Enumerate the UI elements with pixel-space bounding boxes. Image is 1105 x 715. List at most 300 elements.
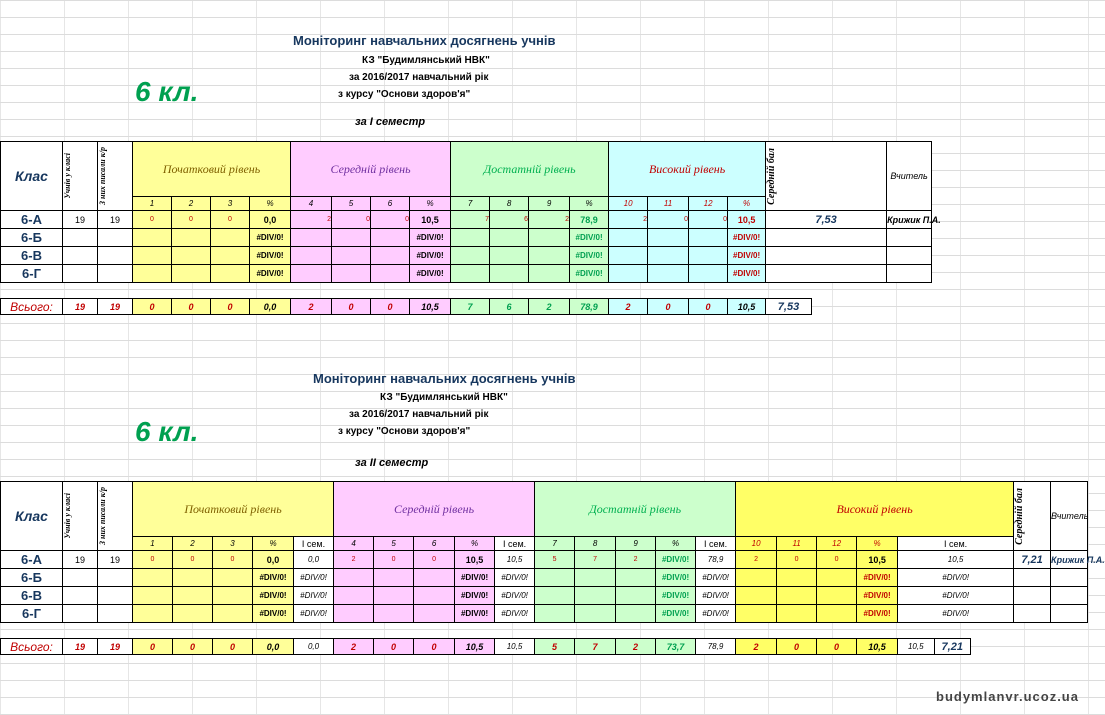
total-label: Всього: bbox=[1, 299, 63, 315]
cell bbox=[529, 265, 570, 283]
class-name: 6-Б bbox=[1, 569, 63, 587]
total-cell: 0 bbox=[374, 639, 414, 655]
isem-col-1: І сем. bbox=[495, 537, 535, 551]
cell: 0 bbox=[332, 211, 371, 229]
cell bbox=[689, 265, 728, 283]
pupils-header bbox=[63, 482, 98, 551]
wrote-count: 19 bbox=[98, 211, 133, 229]
level-header-2: Достатній рівень bbox=[451, 142, 609, 197]
cell: 0 bbox=[374, 551, 414, 569]
pct-col-2: % bbox=[570, 197, 609, 211]
cell bbox=[173, 605, 213, 623]
grade-col-10: 10 bbox=[609, 197, 648, 211]
cell: 0 bbox=[133, 551, 173, 569]
cell: #DIV/0! bbox=[728, 229, 766, 247]
total-cell: 2 bbox=[609, 299, 648, 315]
grade-col-12: 12 bbox=[689, 197, 728, 211]
semester-2-total bbox=[0, 638, 971, 655]
cell: 7 bbox=[575, 551, 616, 569]
total-avg: 7,53 bbox=[766, 299, 812, 315]
cell bbox=[133, 247, 172, 265]
cell: 0 bbox=[777, 551, 817, 569]
cell: 0 bbox=[172, 211, 211, 229]
cell bbox=[211, 247, 250, 265]
grade-col-4: 4 bbox=[291, 197, 332, 211]
total-cell: 0 bbox=[211, 299, 250, 315]
cell: 10,5 bbox=[495, 551, 535, 569]
total-cell: 0 bbox=[777, 639, 817, 655]
pupils-count bbox=[63, 229, 98, 247]
semester-2-table bbox=[0, 481, 1105, 623]
cell bbox=[451, 265, 490, 283]
cell: #DIV/0! bbox=[570, 247, 609, 265]
cell: 0,0 bbox=[250, 211, 291, 229]
cell bbox=[736, 587, 777, 605]
total-cell: 6 bbox=[490, 299, 529, 315]
teacher-name bbox=[1051, 605, 1088, 623]
cell bbox=[609, 229, 648, 247]
class-name: 6-В bbox=[1, 587, 63, 605]
pupils-count: 19 bbox=[63, 551, 98, 569]
grade-col-4: 4 bbox=[334, 537, 374, 551]
cell bbox=[213, 587, 253, 605]
cell bbox=[575, 569, 616, 587]
cell: #DIV/0! bbox=[898, 605, 1014, 623]
isem-col-3: І сем. bbox=[898, 537, 1014, 551]
cell bbox=[575, 605, 616, 623]
cell bbox=[490, 247, 529, 265]
cell bbox=[817, 587, 857, 605]
cell: #DIV/0! bbox=[857, 587, 898, 605]
cell: #DIV/0! bbox=[495, 587, 535, 605]
teacher-header: Вчитель bbox=[887, 142, 932, 211]
cell: 0 bbox=[689, 211, 728, 229]
cell: #DIV/0! bbox=[570, 229, 609, 247]
total-cell: 0 bbox=[133, 299, 172, 315]
cell bbox=[133, 569, 173, 587]
teacher-header: Вчитель bbox=[1051, 482, 1088, 551]
total-cell: 10,5 bbox=[410, 299, 451, 315]
level-header-2: Достатній рівень bbox=[535, 482, 736, 537]
wrote-label: З них писали к/р bbox=[98, 146, 107, 206]
avg-value: 7,53 bbox=[766, 211, 887, 229]
grade-col-8: 8 bbox=[575, 537, 616, 551]
wrote-count bbox=[98, 569, 133, 587]
cell: #DIV/0! bbox=[696, 605, 736, 623]
teacher-name: Крижик П.А. bbox=[1051, 551, 1088, 569]
cell bbox=[777, 569, 817, 587]
wrote-header bbox=[98, 482, 133, 551]
cell: #DIV/0! bbox=[410, 265, 451, 283]
pct-col-2: % bbox=[656, 537, 696, 551]
cell: 7 bbox=[451, 211, 490, 229]
grade-col-6: 6 bbox=[414, 537, 455, 551]
cell bbox=[291, 265, 332, 283]
course-1: з курсу "Основи здоров'я" bbox=[338, 89, 471, 100]
avg-label: Середній бал bbox=[1014, 487, 1026, 545]
cell: #DIV/0! bbox=[253, 605, 294, 623]
class-name: 6-Б bbox=[1, 229, 63, 247]
cell bbox=[648, 265, 689, 283]
klas-header: Клас bbox=[1, 142, 63, 211]
cell: 78,9 bbox=[696, 551, 736, 569]
grade-col-11: 11 bbox=[648, 197, 689, 211]
cell: #DIV/0! bbox=[253, 587, 294, 605]
cell: #DIV/0! bbox=[294, 569, 334, 587]
total-cell: 5 bbox=[535, 639, 575, 655]
total-cell: 2 bbox=[616, 639, 656, 655]
cell: #DIV/0! bbox=[495, 569, 535, 587]
grade-1: 6 кл. bbox=[135, 76, 199, 107]
cell bbox=[817, 605, 857, 623]
cell bbox=[211, 265, 250, 283]
title-2: Моніторинг навчальних досягнень учнів bbox=[313, 371, 576, 386]
wrote-label: З них писали к/р bbox=[98, 486, 107, 546]
total-cell: 0,0 bbox=[253, 639, 294, 655]
total-cell: 0 bbox=[689, 299, 728, 315]
isem-col-0: І сем. bbox=[294, 537, 334, 551]
avg-value bbox=[1014, 569, 1051, 587]
cell bbox=[173, 569, 213, 587]
grade-col-1: 1 bbox=[133, 197, 172, 211]
cell: #DIV/0! bbox=[728, 265, 766, 283]
total-wrote: 19 bbox=[98, 299, 133, 315]
cell bbox=[689, 247, 728, 265]
cell bbox=[374, 605, 414, 623]
grade-col-6: 6 bbox=[371, 197, 410, 211]
klas-header: Клас bbox=[1, 482, 63, 551]
class-name: 6-Г bbox=[1, 265, 63, 283]
pct-col-1: % bbox=[455, 537, 495, 551]
pupils-count: 19 bbox=[63, 211, 98, 229]
class-name: 6-В bbox=[1, 247, 63, 265]
total-label: Всього: bbox=[1, 639, 63, 655]
cell bbox=[332, 265, 371, 283]
pupils-count bbox=[63, 265, 98, 283]
total-cell: 10,5 bbox=[495, 639, 535, 655]
level-header-3: Високий рівень bbox=[609, 142, 766, 197]
cell bbox=[414, 605, 455, 623]
cell: 78,9 bbox=[570, 211, 609, 229]
pct-col-0: % bbox=[250, 197, 291, 211]
semester-1-title: за І семестр bbox=[355, 116, 426, 128]
cell bbox=[133, 587, 173, 605]
total-wrote: 19 bbox=[98, 639, 133, 655]
avg-label: Середній бал bbox=[766, 147, 778, 205]
semester-1-table bbox=[0, 141, 941, 283]
cell: #DIV/0! bbox=[294, 605, 334, 623]
grade-col-9: 9 bbox=[529, 197, 570, 211]
cell: 2 bbox=[616, 551, 656, 569]
cell: 0,0 bbox=[253, 551, 294, 569]
cell bbox=[529, 247, 570, 265]
cell: #DIV/0! bbox=[656, 587, 696, 605]
grade-col-11: 11 bbox=[777, 537, 817, 551]
avg-value bbox=[1014, 605, 1051, 623]
teacher-name bbox=[887, 229, 932, 247]
grade-col-3: 3 bbox=[211, 197, 250, 211]
cell bbox=[172, 247, 211, 265]
cell: 2 bbox=[334, 551, 374, 569]
semester-1-total bbox=[0, 298, 812, 315]
semester-2-title: за ІІ семестр bbox=[355, 457, 429, 469]
cell: 0 bbox=[414, 551, 455, 569]
cell bbox=[291, 247, 332, 265]
wrote-count bbox=[98, 265, 133, 283]
cell: #DIV/0! bbox=[250, 229, 291, 247]
cell: 10,5 bbox=[898, 551, 1014, 569]
total-cell: 10,5 bbox=[857, 639, 898, 655]
cell bbox=[535, 605, 575, 623]
cell: #DIV/0! bbox=[898, 569, 1014, 587]
level-header-1: Середній рівень bbox=[291, 142, 451, 197]
cell bbox=[211, 229, 250, 247]
total-pupils: 19 bbox=[63, 299, 98, 315]
cell: 0,0 bbox=[294, 551, 334, 569]
pupils-label: Учнів у класі bbox=[63, 493, 72, 539]
level-header-3: Високий рівень bbox=[736, 482, 1014, 537]
pupils-count bbox=[63, 569, 98, 587]
year-2: за 2016/2017 навчальний рік bbox=[349, 409, 489, 420]
total-cell: 78,9 bbox=[696, 639, 736, 655]
wrote-count bbox=[98, 247, 133, 265]
total-cell: 0 bbox=[648, 299, 689, 315]
cell: #DIV/0! bbox=[495, 605, 535, 623]
avg-header bbox=[766, 142, 887, 211]
isem-col-2: І сем. bbox=[696, 537, 736, 551]
cell: #DIV/0! bbox=[656, 569, 696, 587]
cell bbox=[689, 229, 728, 247]
total-cell: 2 bbox=[529, 299, 570, 315]
cell bbox=[451, 229, 490, 247]
cell: #DIV/0! bbox=[410, 229, 451, 247]
cell bbox=[332, 247, 371, 265]
grade-col-1: 1 bbox=[133, 537, 173, 551]
grade-col-2: 2 bbox=[172, 197, 211, 211]
pct-col-0: % bbox=[253, 537, 294, 551]
total-cell: 7 bbox=[575, 639, 616, 655]
cell: 0 bbox=[173, 551, 213, 569]
cell: 0 bbox=[648, 211, 689, 229]
avg-value bbox=[766, 247, 887, 265]
pupils-count bbox=[63, 587, 98, 605]
total-avg: 7,21 bbox=[934, 639, 971, 655]
cell: 0 bbox=[133, 211, 172, 229]
cell: #DIV/0! bbox=[728, 247, 766, 265]
grade-col-8: 8 bbox=[490, 197, 529, 211]
total-cell: 2 bbox=[291, 299, 332, 315]
cell bbox=[535, 569, 575, 587]
total-cell: 0 bbox=[332, 299, 371, 315]
total-cell: 0 bbox=[414, 639, 455, 655]
year-1: за 2016/2017 навчальний рік bbox=[349, 72, 489, 83]
cell: #DIV/0! bbox=[656, 551, 696, 569]
cell: #DIV/0! bbox=[455, 605, 495, 623]
pupils-count bbox=[63, 605, 98, 623]
total-cell: 0 bbox=[173, 639, 213, 655]
avg-value bbox=[766, 229, 887, 247]
cell: #DIV/0! bbox=[250, 247, 291, 265]
cell: #DIV/0! bbox=[410, 247, 451, 265]
grade-col-12: 12 bbox=[817, 537, 857, 551]
cell: #DIV/0! bbox=[898, 587, 1014, 605]
cell: 0 bbox=[371, 211, 410, 229]
school-1: КЗ "Будимлянський НВК" bbox=[362, 55, 490, 66]
cell bbox=[451, 247, 490, 265]
cell bbox=[374, 569, 414, 587]
cell bbox=[609, 265, 648, 283]
pct-col-3: % bbox=[857, 537, 898, 551]
total-pupils: 19 bbox=[63, 639, 98, 655]
cell bbox=[414, 569, 455, 587]
cell: 10,5 bbox=[455, 551, 495, 569]
class-name: 6-А bbox=[1, 551, 63, 569]
cell bbox=[575, 587, 616, 605]
teacher-name bbox=[1051, 569, 1088, 587]
level-header-0: Початковий рівень bbox=[133, 482, 334, 537]
cell bbox=[490, 229, 529, 247]
cell bbox=[291, 229, 332, 247]
avg-value bbox=[1014, 587, 1051, 605]
cell bbox=[616, 605, 656, 623]
cell: #DIV/0! bbox=[857, 605, 898, 623]
wrote-count bbox=[98, 587, 133, 605]
wrote-count bbox=[98, 229, 133, 247]
cell: 0 bbox=[817, 551, 857, 569]
cell: #DIV/0! bbox=[294, 587, 334, 605]
level-header-1: Середній рівень bbox=[334, 482, 535, 537]
cell: 2 bbox=[529, 211, 570, 229]
grade-col-3: 3 bbox=[213, 537, 253, 551]
cell bbox=[371, 247, 410, 265]
cell bbox=[817, 569, 857, 587]
total-cell: 7 bbox=[451, 299, 490, 315]
cell bbox=[777, 587, 817, 605]
cell bbox=[213, 569, 253, 587]
cell bbox=[648, 229, 689, 247]
wrote-count bbox=[98, 605, 133, 623]
grade-2: 6 кл. bbox=[135, 416, 199, 447]
cell: 10,5 bbox=[728, 211, 766, 229]
total-cell: 0,0 bbox=[294, 639, 334, 655]
cell bbox=[334, 605, 374, 623]
cell: 10,5 bbox=[857, 551, 898, 569]
cell bbox=[648, 247, 689, 265]
cell: #DIV/0! bbox=[656, 605, 696, 623]
teacher-name bbox=[887, 265, 932, 283]
avg-value: 7,21 bbox=[1014, 551, 1051, 569]
cell bbox=[133, 605, 173, 623]
cell bbox=[133, 265, 172, 283]
cell: #DIV/0! bbox=[455, 587, 495, 605]
total-cell: 78,9 bbox=[570, 299, 609, 315]
grade-col-5: 5 bbox=[332, 197, 371, 211]
cell: 10,5 bbox=[410, 211, 451, 229]
grade-col-9: 9 bbox=[616, 537, 656, 551]
avg-header bbox=[1014, 482, 1051, 551]
pupils-header bbox=[63, 142, 98, 211]
cell bbox=[213, 605, 253, 623]
cell bbox=[616, 587, 656, 605]
cell: #DIV/0! bbox=[455, 569, 495, 587]
class-name: 6-Г bbox=[1, 605, 63, 623]
total-cell: 0 bbox=[371, 299, 410, 315]
grade-col-7: 7 bbox=[451, 197, 490, 211]
cell bbox=[334, 587, 374, 605]
total-cell: 10,5 bbox=[455, 639, 495, 655]
cell bbox=[172, 229, 211, 247]
total-cell: 0 bbox=[213, 639, 253, 655]
cell: #DIV/0! bbox=[857, 569, 898, 587]
total-cell: 10,5 bbox=[898, 639, 935, 655]
cell: 5 bbox=[535, 551, 575, 569]
cell bbox=[374, 587, 414, 605]
cell: #DIV/0! bbox=[696, 569, 736, 587]
teacher-name bbox=[887, 247, 932, 265]
cell bbox=[371, 265, 410, 283]
total-cell: 0,0 bbox=[250, 299, 291, 315]
title-1: Моніторинг навчальних досягнень учнів bbox=[293, 33, 556, 48]
cell: 2 bbox=[736, 551, 777, 569]
watermark: budymlanvr.ucoz.ua bbox=[936, 689, 1079, 704]
cell: 2 bbox=[291, 211, 332, 229]
total-cell: 2 bbox=[736, 639, 777, 655]
cell bbox=[332, 229, 371, 247]
cell bbox=[736, 605, 777, 623]
class-name: 6-А bbox=[1, 211, 63, 229]
grade-col-10: 10 bbox=[736, 537, 777, 551]
pct-col-3: % bbox=[728, 197, 766, 211]
school-2: КЗ "Будимлянський НВК" bbox=[380, 392, 508, 403]
total-cell: 0 bbox=[817, 639, 857, 655]
cell bbox=[133, 229, 172, 247]
level-header-0: Початковий рівень bbox=[133, 142, 291, 197]
cell bbox=[173, 587, 213, 605]
cell: 0 bbox=[211, 211, 250, 229]
wrote-header bbox=[98, 142, 133, 211]
cell: 2 bbox=[609, 211, 648, 229]
cell bbox=[609, 247, 648, 265]
cell bbox=[334, 569, 374, 587]
avg-value bbox=[766, 265, 887, 283]
cell bbox=[529, 229, 570, 247]
teacher-name bbox=[1051, 587, 1088, 605]
cell bbox=[736, 569, 777, 587]
wrote-count: 19 bbox=[98, 551, 133, 569]
total-cell: 73,7 bbox=[656, 639, 696, 655]
total-cell: 2 bbox=[334, 639, 374, 655]
total-cell: 10,5 bbox=[728, 299, 766, 315]
cell bbox=[414, 587, 455, 605]
total-cell: 0 bbox=[172, 299, 211, 315]
cell: 0 bbox=[213, 551, 253, 569]
grade-col-5: 5 bbox=[374, 537, 414, 551]
cell bbox=[777, 605, 817, 623]
cell bbox=[371, 229, 410, 247]
pct-col-1: % bbox=[410, 197, 451, 211]
pupils-count bbox=[63, 247, 98, 265]
cell: #DIV/0! bbox=[696, 587, 736, 605]
grade-col-2: 2 bbox=[173, 537, 213, 551]
pupils-label: Учнів у класі bbox=[63, 153, 72, 199]
cell bbox=[616, 569, 656, 587]
cell bbox=[172, 265, 211, 283]
cell: #DIV/0! bbox=[250, 265, 291, 283]
cell bbox=[535, 587, 575, 605]
cell bbox=[490, 265, 529, 283]
total-cell: 0 bbox=[133, 639, 173, 655]
course-2: з курсу "Основи здоров'я" bbox=[338, 426, 471, 437]
